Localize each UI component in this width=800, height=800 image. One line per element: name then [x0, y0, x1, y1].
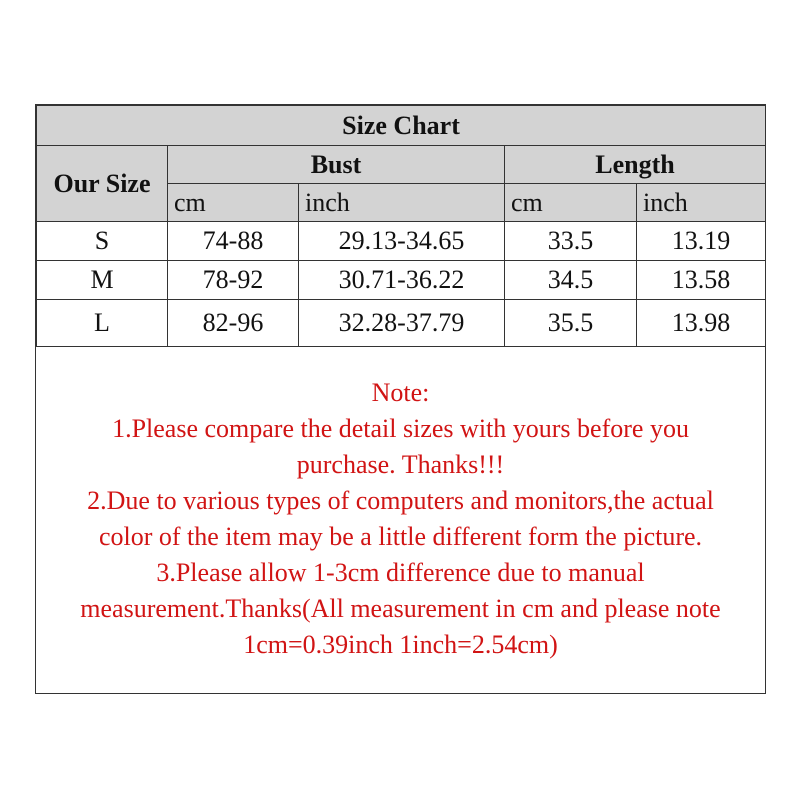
unit-header-bust-cm: cm: [168, 184, 299, 222]
table-row: [37, 261, 766, 300]
length-cm-cell: 34.5: [505, 261, 637, 300]
bust-inch-cell: 32.28-37.79: [299, 300, 505, 347]
note-line: 2.Due to various types of computers and monitors,the actual: [87, 486, 714, 515]
our-size-header: Our Size: [37, 146, 168, 222]
note-line: purchase. Thanks!!!: [296, 450, 505, 479]
bust-cm-cell: 78-92: [168, 261, 299, 300]
bust-inch-cell: 30.71-36.22: [299, 261, 505, 300]
length-cm-cell: 35.5: [505, 300, 637, 347]
length-inch-cell: 13.19: [637, 222, 766, 261]
size-cell: L: [37, 300, 168, 347]
bust-cm-cell: 74-88: [168, 222, 299, 261]
size-chart-frame: [35, 104, 766, 694]
bust-header: Bust: [168, 146, 505, 184]
size-chart-table: [36, 105, 766, 347]
size-cell: S: [37, 222, 168, 261]
note-heading: Note:: [371, 378, 430, 407]
note-line: 1.Please compare the detail sizes with yours before you: [112, 414, 689, 443]
size-cell: M: [37, 261, 168, 300]
table-row: [37, 300, 766, 347]
note-line: color of the item may be a little different form the picture.: [98, 522, 703, 551]
unit-header-length-cm: cm: [505, 184, 637, 222]
length-inch-cell: 13.58: [637, 261, 766, 300]
length-cm-cell: 33.5: [505, 222, 637, 261]
bust-inch-cell: 29.13-34.65: [299, 222, 505, 261]
note-line: measurement.Thanks(All measurement in cm and please note: [80, 594, 721, 623]
table-title: Size Chart: [37, 106, 766, 146]
length-header: Length: [505, 146, 766, 184]
note-line: 1cm=0.39inch 1inch=2.54cm): [243, 630, 558, 659]
note-block: [36, 375, 765, 663]
unit-header-bust-inch: inch: [299, 184, 505, 222]
note-line: 3.Please allow 1-3cm difference due to manual: [156, 558, 645, 587]
table-row: [37, 222, 766, 261]
length-inch-cell: 13.98: [637, 300, 766, 347]
bust-cm-cell: 82-96: [168, 300, 299, 347]
unit-header-length-inch: inch: [637, 184, 766, 222]
